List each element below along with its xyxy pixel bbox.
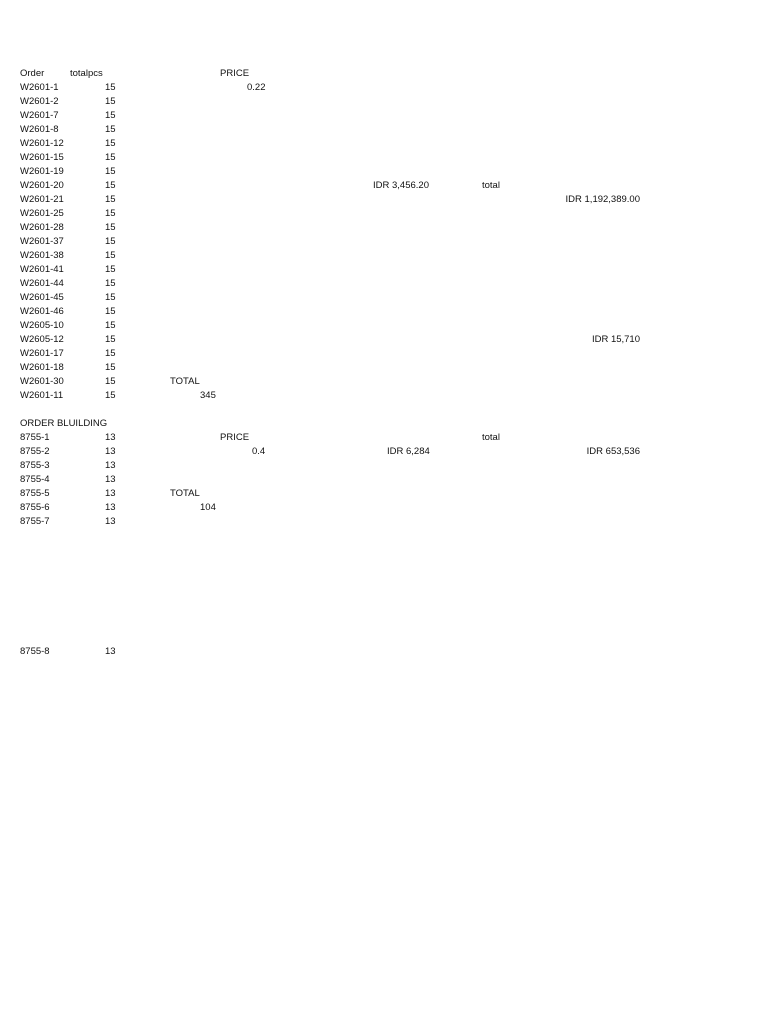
- order-id: W2601-19: [20, 166, 64, 177]
- order-qty: 15: [105, 306, 116, 317]
- order-qty: 15: [105, 222, 116, 233]
- order-id: W2601-28: [20, 222, 64, 233]
- order-qty: 15: [105, 320, 116, 331]
- order-qty: 15: [105, 376, 116, 387]
- order-id: W2601-11: [20, 390, 64, 401]
- order-qty: 13: [105, 488, 116, 499]
- order-id: W2601-1: [20, 82, 59, 93]
- idr-extra-cell: IDR 15,710: [591, 334, 640, 345]
- order-id: W2601-15: [20, 152, 64, 163]
- order-id: W2601-12: [20, 138, 64, 149]
- order-qty: 15: [105, 124, 116, 135]
- order-id: W2601-17: [20, 348, 64, 359]
- idr-total-cell: IDR 1,192,389.00: [565, 194, 640, 205]
- order-id: W2601-21: [20, 194, 64, 205]
- total-label: total: [482, 180, 500, 191]
- price-value: 0.4: [252, 446, 266, 457]
- order-id: 8755-8: [20, 646, 50, 657]
- order-qty: 13: [105, 516, 116, 527]
- order-qty: 15: [105, 334, 116, 345]
- totalpcs-column-header: totalpcs: [70, 68, 103, 79]
- order-id: W2601-38: [20, 250, 64, 261]
- total-caps-label: TOTAL: [170, 488, 200, 499]
- order-id: W2601-18: [20, 362, 64, 373]
- order-qty: 15: [105, 194, 116, 205]
- order-id: W2601-41: [20, 264, 64, 275]
- order-qty: 13: [105, 474, 116, 485]
- order-id: W2605-12: [20, 334, 64, 345]
- order-id: W2601-46: [20, 306, 64, 317]
- order-qty: 15: [105, 138, 116, 149]
- order-qty: 15: [105, 250, 116, 261]
- order-id: W2601-45: [20, 292, 64, 303]
- order-qty: 15: [105, 292, 116, 303]
- order-qty: 15: [105, 82, 116, 93]
- total-pcs-value: 345: [200, 390, 216, 401]
- order-qty: 15: [105, 166, 116, 177]
- order-qty: 15: [105, 180, 116, 191]
- order-qty: 15: [105, 390, 116, 401]
- order-id: W2601-7: [20, 110, 59, 121]
- order-qty: 15: [105, 110, 116, 121]
- order-qty: 13: [105, 460, 116, 471]
- price-header: PRICE: [220, 432, 250, 443]
- order-qty: 13: [105, 446, 116, 457]
- order-qty: 13: [105, 646, 116, 657]
- order-id: W2601-2: [20, 96, 59, 107]
- order-id: 8755-1: [20, 432, 50, 443]
- order-id: W2601-25: [20, 208, 64, 219]
- order-qty: 15: [105, 152, 116, 163]
- order-qty: 15: [105, 96, 116, 107]
- order-qty: 15: [105, 236, 116, 247]
- order-id: W2601-44: [20, 278, 64, 289]
- order-building-header: ORDER BLUILDING: [20, 418, 108, 429]
- total-caps-label: TOTAL: [170, 376, 200, 387]
- order-id: W2605-10: [20, 320, 64, 331]
- order-id: W2601-30: [20, 376, 64, 387]
- idr-total-cell: IDR 653,536: [586, 446, 640, 457]
- order-id: 8755-6: [20, 502, 50, 513]
- order-id: 8755-5: [20, 488, 50, 499]
- total-label: total: [482, 432, 500, 443]
- price-header: PRICE: [220, 68, 250, 79]
- order-qty: 13: [105, 432, 116, 443]
- order-qty: 15: [105, 348, 116, 359]
- order-qty: 13: [105, 502, 116, 513]
- order-id: W2601-20: [20, 180, 64, 191]
- order-id: 8755-2: [20, 446, 50, 457]
- order-qty: 15: [105, 208, 116, 219]
- price-value: 0.22: [247, 82, 266, 93]
- order-id: 8755-7: [20, 516, 50, 527]
- order-id: 8755-4: [20, 474, 50, 485]
- order-id: W2601-37: [20, 236, 64, 247]
- order-id: W2601-8: [20, 124, 59, 135]
- idr-unit-cell: IDR 3,456.20: [373, 180, 429, 191]
- order-id: 8755-3: [20, 460, 50, 471]
- order-qty: 15: [105, 362, 116, 373]
- idr-unit-cell: IDR 6,284: [387, 446, 430, 457]
- order-qty: 15: [105, 278, 116, 289]
- order-qty: 15: [105, 264, 116, 275]
- total-pcs-value: 104: [200, 502, 216, 513]
- order-column-header: Order: [20, 68, 45, 79]
